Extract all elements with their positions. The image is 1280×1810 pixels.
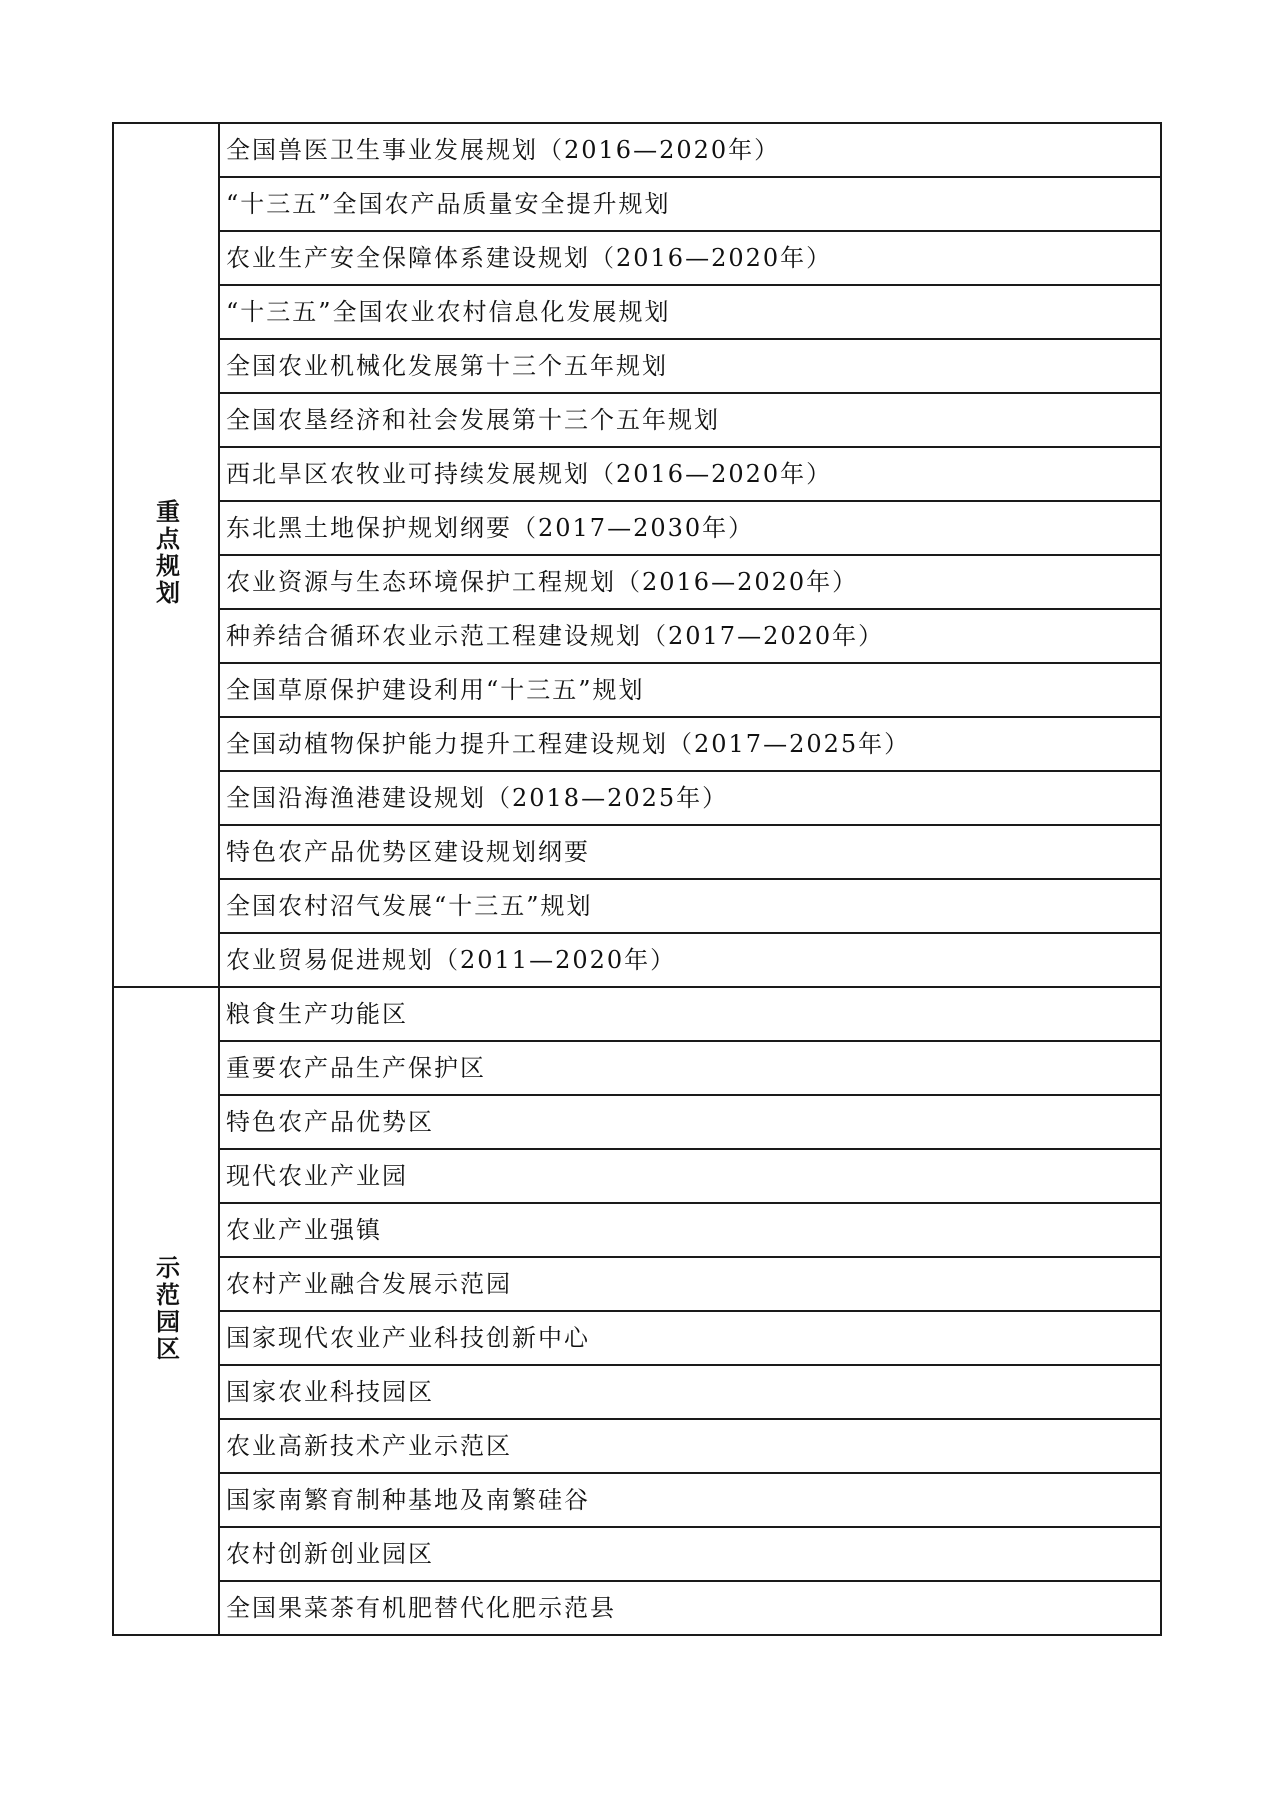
- table-row: [113, 771, 1161, 825]
- table-row: [113, 1311, 1161, 1365]
- item-cell: 国家现代农业产业科技创新中心: [219, 1311, 1161, 1365]
- plan-table: [112, 122, 1162, 1636]
- item-cell: 全国兽医卫生事业发展规划（2016—2020年）: [219, 123, 1161, 177]
- table-row: [113, 1581, 1161, 1635]
- item-cell: 特色农产品优势区: [219, 1095, 1161, 1149]
- item-cell: 农村创新创业园区: [219, 1527, 1161, 1581]
- item-cell: 农业高新技术产业示范区: [219, 1419, 1161, 1473]
- table-row: [113, 1041, 1161, 1095]
- table-row: [113, 447, 1161, 501]
- table-row: [113, 609, 1161, 663]
- item-cell: “十三五”全国农业农村信息化发展规划: [219, 285, 1161, 339]
- table-row: [113, 285, 1161, 339]
- table-row: [113, 339, 1161, 393]
- item-cell: 农业产业强镇: [219, 1203, 1161, 1257]
- item-cell: 特色农产品优势区建设规划纲要: [219, 825, 1161, 879]
- table-row: [113, 1095, 1161, 1149]
- item-cell: 农业贸易促进规划（2011—2020年）: [219, 933, 1161, 987]
- table-row: [113, 1473, 1161, 1527]
- item-cell: “十三五”全国农产品质量安全提升规划: [219, 177, 1161, 231]
- table-row: [113, 1203, 1161, 1257]
- table-row: [113, 1419, 1161, 1473]
- table-row: [113, 987, 1161, 1041]
- item-cell: 西北旱区农牧业可持续发展规划（2016—2020年）: [219, 447, 1161, 501]
- item-cell: 东北黑土地保护规划纲要（2017—2030年）: [219, 501, 1161, 555]
- table-row: [113, 555, 1161, 609]
- table-row: [113, 393, 1161, 447]
- table-row: [113, 1527, 1161, 1581]
- table-row: [113, 933, 1161, 987]
- plan-table-body: [113, 123, 1161, 1635]
- table-row: [113, 501, 1161, 555]
- item-cell: 种养结合循环农业示范工程建设规划（2017—2020年）: [219, 609, 1161, 663]
- table-row: [113, 177, 1161, 231]
- item-cell: 农业生产安全保障体系建设规划（2016—2020年）: [219, 231, 1161, 285]
- item-cell: 重要农产品生产保护区: [219, 1041, 1161, 1095]
- table-row: [113, 1149, 1161, 1203]
- category-label: 示范园区: [151, 1255, 180, 1363]
- item-cell: 全国果菜茶有机肥替代化肥示范县: [219, 1581, 1161, 1635]
- item-cell: 农村产业融合发展示范园: [219, 1257, 1161, 1311]
- item-cell: 国家农业科技园区: [219, 1365, 1161, 1419]
- item-cell: 现代农业产业园: [219, 1149, 1161, 1203]
- item-cell: 全国农垦经济和社会发展第十三个五年规划: [219, 393, 1161, 447]
- table-row: [113, 717, 1161, 771]
- item-cell: 全国农村沼气发展“十三五”规划: [219, 879, 1161, 933]
- category-label: 重点规划: [151, 499, 180, 607]
- category-cell: [113, 123, 219, 987]
- table-row: [113, 1365, 1161, 1419]
- item-cell: 全国农业机械化发展第十三个五年规划: [219, 339, 1161, 393]
- table-row: [113, 1257, 1161, 1311]
- table-row: [113, 663, 1161, 717]
- item-cell: 全国草原保护建设利用“十三五”规划: [219, 663, 1161, 717]
- item-cell: 全国动植物保护能力提升工程建设规划（2017—2025年）: [219, 717, 1161, 771]
- table-row: [113, 825, 1161, 879]
- table-row: [113, 123, 1161, 177]
- category-cell: [113, 987, 219, 1635]
- item-cell: 国家南繁育制种基地及南繁硅谷: [219, 1473, 1161, 1527]
- item-cell: 全国沿海渔港建设规划（2018—2025年）: [219, 771, 1161, 825]
- item-cell: 农业资源与生态环境保护工程规划（2016—2020年）: [219, 555, 1161, 609]
- item-cell: 粮食生产功能区: [219, 987, 1161, 1041]
- table-row: [113, 231, 1161, 285]
- table-row: [113, 879, 1161, 933]
